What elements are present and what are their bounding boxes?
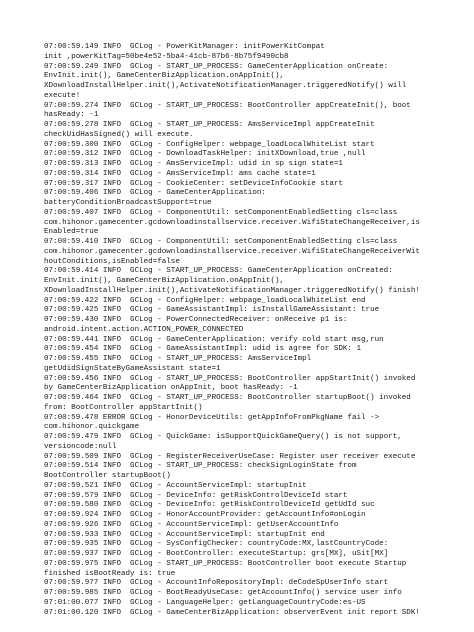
log-line: 07:00:59.425 INFO GCLog - GameAssistantImpl: isInstallGameAssistant: true bbox=[44, 306, 380, 315]
log-line: 07:00:59.149 INFO GCLog - PowerKitManager: initPowerKitCompat bbox=[44, 43, 325, 51]
log-line: XDownloadInstallHelper.init(),ActivateNotificationManager.triggeredNotify() will bbox=[44, 82, 407, 90]
log-line: 07:00:59.478 ERROR GCLog - HonorDeviceUtils: getAppInfoFromPkgName fail -> bbox=[44, 413, 380, 422]
log-line: EnvInit.init(), GameCenterBizApplication.onAppInit(), bbox=[44, 277, 285, 285]
log-line: 07:00:59.479 INFO GCLog - QuickGame: isSupportQuickGameQuery() is not support, bbox=[44, 433, 402, 441]
log-line: com.hihonor.gamecenter.gcdownloadinstallservice.receiver.WifiStateChangeReceiverWit bbox=[44, 247, 420, 256]
log-line: 07:00:59.509 INFO GCLog - RegisterReceiverUseCase: Register user receiver execute bbox=[44, 452, 416, 461]
log-line: android.intent.action.ACTION_POWER_CONNECTED bbox=[44, 325, 244, 334]
log-line: 07:00:59.521 INFO GCLog - AccountServiceImpl: startupInit bbox=[44, 481, 307, 490]
log-line: 07:00:59.454 INFO GCLog - GameAssistantImpl: udid is agree for SDK: 1 bbox=[44, 345, 362, 354]
log-line: 07:00:59.314 INFO GCLog - AmsServiceImpl: ams cache state=1 bbox=[44, 169, 316, 178]
log-line: houtConditions,isEnabled=false bbox=[44, 257, 180, 266]
log-line: checkUidHasSigned() will execute. bbox=[44, 130, 194, 139]
log-line: 07:01:00.077 INFO GCLog - LanguageHelper: getLanguageCountryCode:es-US bbox=[44, 598, 366, 607]
log-line: 07:00:59.455 INFO GCLog - START_UP_PROCESS: AmsServiceImpl bbox=[44, 355, 312, 363]
log-line: 07:00:59.407 INFO GCLog - ComponentUtil: setComponentEnabledSetting cls=class bbox=[44, 208, 398, 217]
log-line: hasReady: -1 bbox=[44, 111, 99, 120]
log-line: by GameCenterBizApplication onAppInit, boot hasReady: -1 bbox=[44, 384, 298, 393]
log-line: 07:00:59.410 INFO GCLog - ComponentUtil: setComponentEnabledSetting cls=class bbox=[44, 238, 398, 246]
log-line: 07:00:59.274 INFO GCLog - START_UP_PROCESS: BootController appCreateInit(), boot bbox=[44, 101, 411, 110]
log-line: 07:00:59.278 INFO GCLog - START_UP_PROCESS: AmsServiceImpl appCreateInit bbox=[44, 121, 375, 129]
log-line: execute! bbox=[44, 91, 81, 100]
log-line: init ,powerKitTag=50be4e52-5ba4-41cb-87b6-8b75f9490cb8 bbox=[44, 52, 289, 61]
log-line: finished isBootReady is: true bbox=[44, 569, 176, 578]
log-line: batteryConditionBroadcastSupport=true bbox=[44, 199, 212, 207]
log-line: 07:01:00.120 INFO GCLog - GameCenterBizApplication: observerEvent init report SDK! bbox=[44, 608, 420, 617]
log-line: 07:00:59.937 INFO GCLog - BootController: executeStartup: grs[MX], uSit[MX] bbox=[44, 550, 389, 558]
log-line: 07:00:59.935 INFO GCLog - SysConfigChecker: countryCode:MX,lastCountryCode: bbox=[44, 540, 389, 549]
log-line: 07:00:59.414 INFO GCLog - START_UP_PROCESS: GameCenterApplication onCreated: bbox=[44, 267, 393, 276]
log-line: Enabled=true bbox=[44, 228, 99, 237]
log-line: 07:00:59.514 INFO GCLog - START_UP_PROCESS: checkSignLoginState from bbox=[44, 462, 357, 471]
log-line: 07:00:59.317 INFO GCLog - CookieCenter: setDeviceInfoCookie start bbox=[44, 179, 343, 188]
log-line: versioncode:null bbox=[44, 442, 117, 451]
log-line: 07:00:59.579 INFO GCLog - DeviceInfo: getRiskControlDeviceId start bbox=[44, 491, 348, 500]
log-line: 07:00:59.977 INFO GCLog - AccountInfoRepositoryImpl: deCodeSpUserInfo start bbox=[44, 579, 389, 588]
log-line: 07:00:59.441 INFO GCLog - GameCenterApplication: verify cold start msg,run bbox=[44, 335, 384, 344]
log-line: 07:00:59.464 INFO GCLog - START_UP_PROCESS: BootController startupBoot() invoked bbox=[44, 394, 411, 402]
log-line: getUdidSignStateByGameAssistant state=1 bbox=[44, 364, 221, 373]
log-line: 07:00:59.313 INFO GCLog - AmsServiceImpl: udid in sp sign state=1 bbox=[44, 160, 343, 168]
log-line: 07:00:59.580 INFO GCLog - DeviceInfo: getRiskControlDeviceId getUdId suc bbox=[44, 501, 375, 510]
log-text-block bbox=[44, 43, 474, 618]
log-line: 07:00:59.924 INFO GCLog - HonorAccountProvider: getAccountInfo#onLogin bbox=[44, 511, 366, 519]
log-line: 07:00:59.985 INFO GCLog - BootReadyUseCase: getAccountInfo() service user info bbox=[44, 589, 402, 597]
log-line: from: BootController appStartInit() bbox=[44, 403, 203, 412]
log-line: 07:00:59.456 INFO GCLog - START_UP_PROCESS: BootController appStartInit() invoked bbox=[44, 374, 416, 383]
log-line: 07:00:59.926 INFO GCLog - AccountServiceImpl: getUserAccountInfo bbox=[44, 520, 339, 529]
log-line: BootController startupBoot() bbox=[44, 472, 171, 480]
log-line: XDownloadInstallHelper.init(),ActivateNotificationManager.triggeredNotify() finish! bbox=[44, 286, 420, 295]
log-line: EnvInit.init(), GameCenterBizApplication.onAppInit(), bbox=[44, 72, 285, 81]
log-line: 07:00:59.249 INFO GCLog - START_UP_PROCESS: GameCenterApplication onCreate: bbox=[44, 62, 389, 71]
log-line: 07:00:59.422 INFO GCLog - ConfigHelper: webpage_loadLocalWhiteList end bbox=[44, 296, 366, 305]
log-line: 07:00:59.300 INFO GCLog - ConfigHelper: webpage_loadLocalWhiteList start bbox=[44, 140, 375, 149]
log-line: com.hihonor.gamecenter.gcdownloadinstallservice.receiver.WifiStateChangeReceiver,is bbox=[44, 218, 420, 227]
log-line: 07:00:59.430 INFO GCLog - PowerConnectedReceiver: onReceive p1 is: bbox=[44, 316, 348, 324]
log-line: 07:00:59.933 INFO GCLog - AccountServiceImpl: startupInit end bbox=[44, 530, 325, 539]
log-line: 07:00:59.312 INFO GCLog - DownloadTaskHelper: initXDownload,true ,null bbox=[44, 150, 366, 159]
log-line: com.hihonor.quickgame bbox=[44, 423, 140, 432]
log-line: 07:00:59.975 INFO GCLog - START_UP_PROCESS: BootController boot execute Startup bbox=[44, 559, 407, 568]
log-line: 07:00:59.406 INFO GCLog - GameCenterApplication: bbox=[44, 189, 266, 198]
